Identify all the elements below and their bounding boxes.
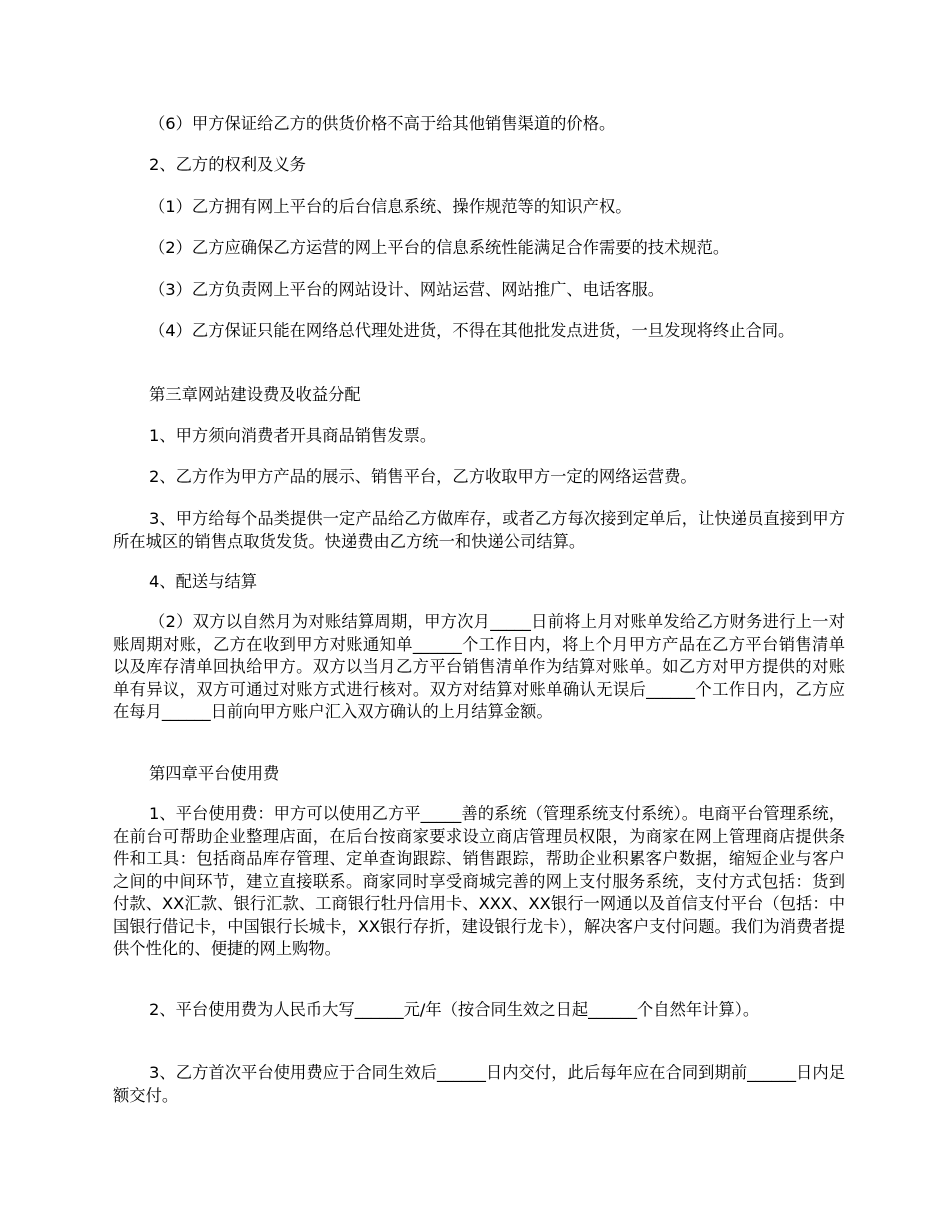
paragraph-platform-fee-amount: 2、平台使用费为人民币大写______元/年（按合同生效之日起______个自然年计算）。 [149, 1000, 760, 1019]
paragraph-party-b-rights-heading: 2、乙方的权利及义务 [149, 155, 306, 174]
chapter-three-heading: 第三章网站建设费及收益分配 [149, 385, 361, 404]
paragraph-settlement-cycle: （2）双方以自然月为对账结算周期，甲方次月_____日前将上月对账单发给乙方财务进行上一对账周期对账，乙方在收到甲方对账通知单______个工作日内，将上个月甲方产品在乙方平台销售清单以及库存清单回执给甲方。双方以当月乙方平台销售清单作为结算对账单。如乙方对甲方提供的对账单有异议，双方可通过对账方式进行核对。双方对结算对账单确认无误后______个工作日内，乙方应在每月______日前向甲方账户汇入双方确认的上月结算金额。 [113, 612, 845, 721]
paragraph-operation-fee: 2、乙方作为甲方产品的展示、销售平台，乙方收取甲方一定的网络运营费。 [149, 467, 697, 486]
paragraph-platform-fee-payment: 3、乙方首次平台使用费应于合同生效后______日内交付，此后每年应在合同到期前______日内足额交付。 [113, 1063, 845, 1105]
paragraph-system-performance: （2）乙方应确保乙方运营的网上平台的信息系统性能满足合作需要的技术规范。 [149, 238, 730, 257]
paragraph-delivery-settlement-heading: 4、配送与结算 [149, 572, 258, 591]
paragraph-inventory-delivery: 3、甲方给每个品类提供一定产品给乙方做库存，或者乙方每次接到定单后，让快递员直接到甲方所在城区的销售点取货发货。快递费由乙方统一和快递公司结算。 [113, 509, 845, 551]
paragraph-platform-fee-system: 1、平台使用费：甲方可以使用乙方平_____善的系统（管理系统支付系统）。电商平台管理系统，在前台可帮助企业整理店面，在后台按商家要求设立商店管理员权限，为商家在网上管理商店提供条件和工具：包括商品库存管理、定单查询跟踪、销售跟踪，帮助企业积累客户数据，缩短企业与客户之间的中间环节，建立直接联系。商家同时享受商城完善的网上支付服务系统，支付方式包括：货到付款、XX汇款、银行汇款、工商银行牡丹信用卡、XXX、XX银行一网通以及首信支付平台（包括：中国银行借记卡，中国银行长城卡，XX银行存折，建设银行龙卡），解决客户支付问题。我们为消费者提供个性化的、便捷的网上购物。 [113, 804, 845, 958]
chapter-four-heading: 第四章平台使用费 [149, 764, 280, 783]
paragraph-invoice: 1、甲方须向消费者开具商品销售发票。 [149, 426, 437, 445]
paragraph-purchase-restriction: （4）乙方保证只能在网络总代理处进货，不得在其他批发点进货，一旦发现将终止合同。 [149, 321, 795, 340]
paragraph-supply-price: （6）甲方保证给乙方的供货价格不高于给其他销售渠道的价格。 [149, 114, 616, 133]
paragraph-website-operation: （3）乙方负责网上平台的网站设计、网站运营、网站推广、电话客服。 [149, 280, 665, 299]
paragraph-ip-rights: （1）乙方拥有网上平台的后台信息系统、操作规范等的知识产权。 [149, 197, 632, 216]
